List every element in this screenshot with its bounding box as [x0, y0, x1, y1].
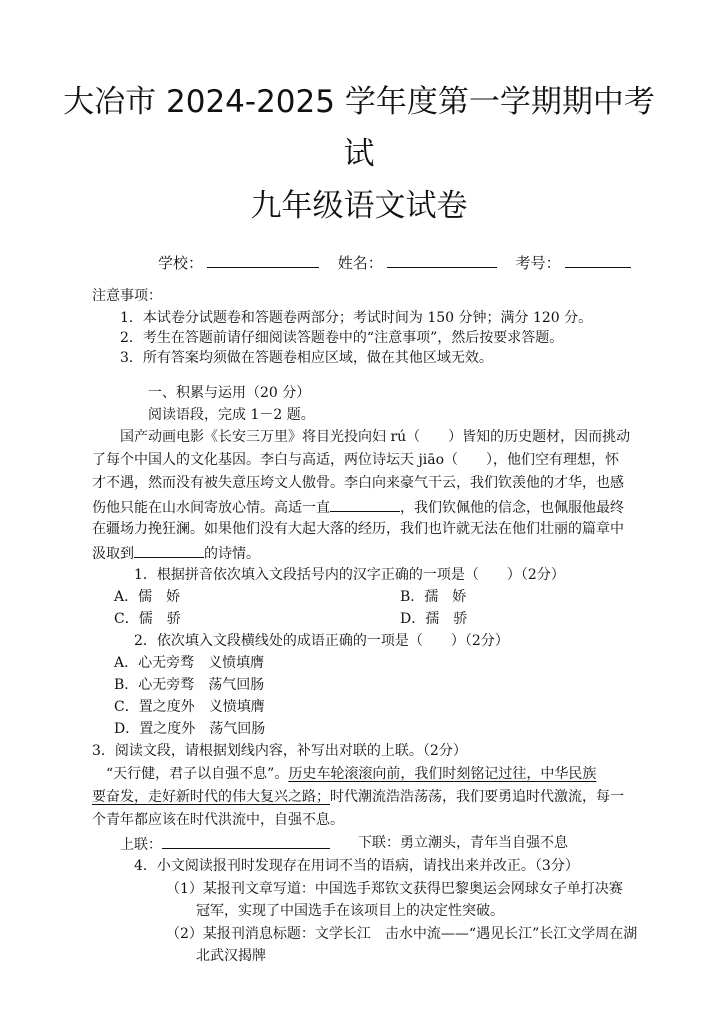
question-1-stem: 1．根据拼音依次填入文段括号内的汉字正确的一项是（ ）（2分）	[134, 567, 565, 583]
q2-option-b: B．心无旁骛 荡气回肠	[114, 677, 265, 693]
passage-text: 汲取到	[92, 546, 134, 562]
q3-underlined-text: 要奋发，走好新时代的伟大复兴之路；	[92, 789, 330, 805]
q3-text: 时代潮流浩浩荡荡，我们要勇追时代激流，每一	[330, 789, 624, 805]
name-blank[interactable]	[387, 252, 497, 268]
question-3-stem: 3．阅读文段，请根据划线内容，补写出对联的上联。（2分）	[92, 743, 467, 759]
q3-passage-line: 个青年都应该在时代洪流中，自强不息。	[92, 812, 344, 828]
q3-passage-line	[106, 764, 596, 784]
passage-text: 的诗情。	[204, 546, 260, 562]
q3-text: “天行健，君子以自强不息”。	[106, 766, 289, 782]
q4-item-1-cont: 冠军，实现了中国选手在该项目上的决定性突破。	[196, 903, 504, 919]
notice-item: 2．考生在答题前请仔细阅读答题卷中的“注意事项”，然后按要求答题。	[120, 330, 564, 346]
passage-line-with-blank	[92, 542, 260, 564]
passage-text: ，我们钦佩他的信念，也佩服他最终	[400, 500, 624, 516]
q3-passage-line	[92, 787, 624, 807]
passage-line: 国产动画电影《长安三万里》将目光投向妇 rú（ ）皆知的历史题材，因而挑动	[120, 429, 631, 445]
passage-line: 在疆场力挽狂澜。如果他们没有大起大落的经历，我们也许就无法在他们壮丽的篇章中	[92, 521, 624, 537]
section-instruction: 阅读语段，完成 1－2 题。	[148, 407, 315, 423]
q4-item-2-cont: 北武汉揭牌	[196, 948, 266, 964]
school-blank[interactable]	[207, 252, 319, 268]
q1-option-d: D．孺 骄	[400, 611, 468, 627]
idiom-blank-2	[134, 542, 204, 558]
q2-option-d: D．置之度外 荡气回肠	[114, 721, 266, 737]
passage-line: 了每个中国人的文化基因。李白与高适，两位诗坛天 jiāo（ ），他们空有理想，怀	[92, 452, 620, 468]
number-blank[interactable]	[565, 252, 631, 268]
passage-text: 伤他只能在山水间寄放心情。高适一直	[92, 500, 330, 516]
q1-option-b: B．孺 娇	[400, 589, 467, 605]
q2-option-c: C．置之度外 义愤填膺	[114, 699, 265, 715]
idiom-blank-1	[330, 496, 400, 512]
name-label: 姓名：	[337, 254, 383, 272]
q2-option-a: A．心无旁骛 义愤填膺	[114, 655, 265, 671]
question-2-stem: 2．依次填入文段横线处的成语正确的一项是（ ）（2分）	[134, 633, 509, 649]
couplet-upper-label: 上联：	[120, 837, 162, 853]
exam-title-line1: 大冶市 2024-2025 学年度第一学期期中考	[63, 84, 655, 120]
number-label: 考号：	[515, 254, 561, 272]
section-heading: 一、积累与运用（20 分）	[148, 385, 311, 401]
q1-option-a: A．儒 娇	[114, 589, 181, 605]
q3-underlined-text: 历史车轮滚滚向前，我们时刻铭记过往，中华民族	[288, 766, 597, 782]
couplet-upper-row	[120, 833, 330, 855]
question-4-stem: 4．小文阅读报刊时发现存在用词不当的语病，请找出来并改正。（3分）	[134, 858, 579, 874]
exam-title-line2: 试	[343, 136, 375, 172]
notice-heading: 注意事项：	[92, 288, 162, 304]
exam-subtitle: 九年级语文试卷	[250, 188, 468, 224]
q4-item-2: （2）某报刊消息标题：文学长江 击水中流——“遇见长江”长江文学周在湖	[166, 926, 638, 942]
passage-line-with-blank	[92, 496, 624, 518]
school-label: 学校：	[158, 254, 204, 272]
notice-item: 1．本试卷分试题卷和答题卷两部分；考试时间为 150 分钟；满分 120 分。	[120, 310, 593, 326]
q1-option-c: C．儒 骄	[114, 611, 181, 627]
notice-item: 3．所有答案均须做在答题卷相应区域，做在其他区域无效。	[120, 350, 493, 366]
couplet-lower: 下联：勇立潮头，青年当自强不息	[358, 835, 568, 851]
couplet-upper-blank	[162, 833, 330, 849]
student-info-row	[158, 252, 631, 273]
q4-item-1: （1）某报刊文章写道：中国选手郑钦文获得巴黎奥运会网球女子单打决赛	[166, 881, 623, 897]
passage-line: 才不遇，然而没有被失意压垮文人傲骨。李白向来豪气干云，我们钦羡他的才华，也感	[92, 475, 624, 491]
